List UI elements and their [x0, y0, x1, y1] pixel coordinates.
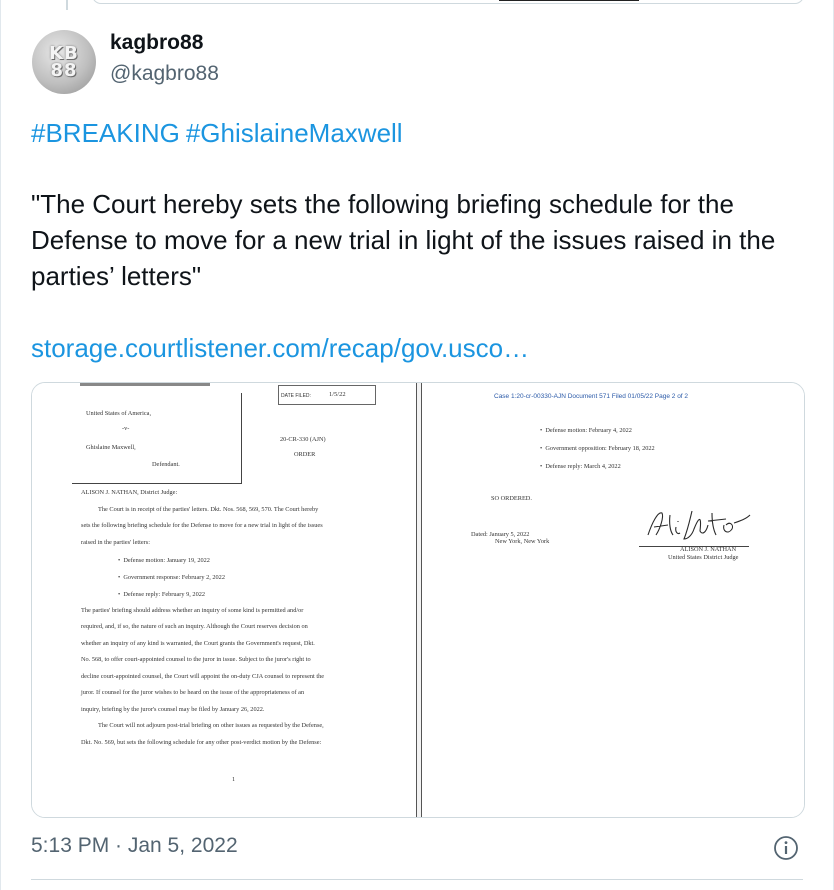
doc-line: required, and, if so, the nature of such an inquiry. Although the Court reserves decision on	[81, 623, 308, 630]
doc-line: The parties' briefing should address whether an inquiry of some kind is permitted and/or	[81, 607, 304, 614]
so-ordered: SO ORDERED.	[491, 495, 532, 502]
judge-title: United States District Judge	[668, 554, 739, 561]
judge-signature	[642, 505, 752, 547]
doc-bullet: • Defense motion: February 4, 2022	[540, 427, 632, 434]
doc-line: whether an inquiry of any kind is warranted, the Court grants the Government's request, Dkt.	[81, 640, 315, 647]
document-page-2	[421, 383, 805, 817]
doc-line: raised in the parties' letters:	[81, 539, 150, 546]
doc-bullet: • Defense reply: March 4, 2022	[540, 463, 621, 470]
doc-bullet-text: Defense motion: February 4, 2022	[545, 427, 632, 434]
doc-line: inquiry, briefing by the juror's counsel may be filed by January 26, 2022.	[81, 706, 265, 713]
doc-bullet-text: Government response: February 2, 2022	[123, 574, 225, 581]
display-name[interactable]: kagbro88	[110, 31, 204, 54]
doc-bullet-text: Defense motion: January 19, 2022	[123, 557, 210, 564]
tweet-text: "The Court hereby sets the following briefing schedule for the Defense to move for a new trial in light of the issues raised in the parties’ letters"	[31, 189, 776, 291]
dated-line: Dated: January 5, 2022	[471, 531, 530, 538]
avatar-text-bottom: 88	[50, 60, 78, 81]
avatar-text-top: KB	[49, 43, 79, 64]
attached-document-image[interactable]	[31, 382, 805, 818]
tweet-timestamp[interactable]: 5:13 PM · Jan 5, 2022	[31, 834, 238, 857]
doc-bullet: • Government opposition: February 18, 2022	[540, 445, 655, 452]
doc-bullet: • Defense motion: January 19, 2022	[118, 557, 210, 564]
doc-bullet-text: Government opposition: February 18, 2022	[545, 445, 655, 452]
case-number: 20-CR-330 (AJN)	[280, 436, 326, 443]
doc-bullet: • Defense reply: February 9, 2022	[118, 591, 206, 598]
hashtag-link[interactable]: #BREAKING	[31, 118, 180, 148]
user-handle[interactable]: @kagbro88	[110, 62, 219, 85]
judge-line: ALISON J. NATHAN, District Judge:	[81, 489, 178, 496]
doc-bullet: • Government response: February 2, 2022	[118, 574, 225, 581]
page-number: 1	[232, 776, 236, 783]
caption-defendant-label: Defendant.	[152, 461, 180, 468]
judge-name: ALISON J. NATHAN	[680, 546, 737, 553]
hashtags	[31, 118, 409, 149]
info-icon[interactable]	[773, 835, 799, 861]
document-page-1	[32, 383, 417, 817]
caption-v: -v-	[122, 425, 130, 432]
caption-defendant: Ghislaine Maxwell,	[86, 444, 136, 451]
hashtag-link[interactable]: #GhislaineMaxwell	[185, 118, 403, 148]
doc-line: juror. If counsel for the juror wishes to be heard on the issue of the appropriateness of an	[81, 689, 305, 696]
doc-line: Dkt. No. 569, but sets the following schedule for any other post-verdict motion by the Defense:	[81, 739, 322, 746]
quoted-media-edge	[499, 0, 639, 1]
doc-line: sets the following briefing schedule for the Defense to move for a new trial in light of the issues	[81, 522, 323, 529]
court-header-cropped	[80, 383, 210, 386]
location-line: New York, New York	[495, 538, 550, 545]
avatar[interactable]	[32, 30, 96, 94]
doc-line: decline court-appointed counsel, the Court will appoint the on-duty CJA counsel to represent the	[81, 673, 325, 680]
doc-line: The Court will not adjourn post-trial briefing on other issues as requested by the Defense,	[98, 722, 324, 729]
tweet-url-link[interactable]: storage.courtlistener.com/recap/gov.usco…	[31, 333, 530, 363]
thread-line	[66, 0, 68, 10]
date-filed-value: 1/5/22	[329, 391, 346, 398]
doc-bullet-text: Defense reply: March 4, 2022	[545, 463, 621, 470]
footer-divider	[31, 879, 803, 880]
case-caption-box	[72, 393, 242, 484]
doc-line: The Court is in receipt of the parties' letters. Dkt. Nos. 568, 569, 570. The Court hereby	[98, 506, 319, 513]
caption-plaintiff: United States of America,	[86, 410, 152, 417]
date-filed-label: DATE FILED:	[281, 393, 311, 399]
ecf-header-stamp: Case 1:20-cr-00330-AJN Document 571 Filed 01/05/22 Page 2 of 2	[494, 393, 689, 400]
quoted-tweet-remnant[interactable]	[92, 0, 804, 4]
document-type: ORDER	[294, 451, 316, 458]
doc-line: No. 568, to offer court-appointed counsel to the juror in issue. Subject to the juror's right to	[81, 656, 311, 663]
doc-bullet-text: Defense reply: February 9, 2022	[123, 591, 206, 598]
